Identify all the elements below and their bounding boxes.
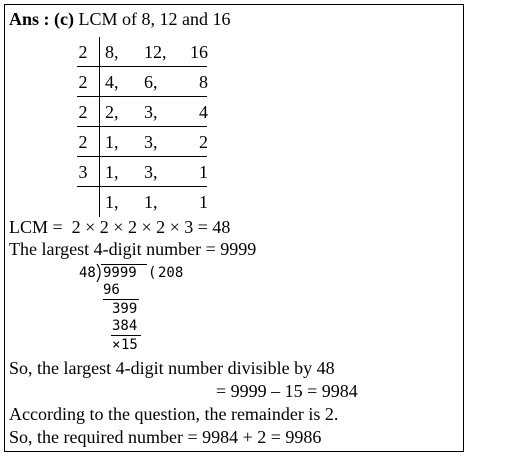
ladder-cell: 16	[190, 42, 208, 62]
ladder-cell: 8,	[105, 42, 119, 62]
ladder-cell: 3,	[144, 162, 158, 182]
ladder-cell: 1	[199, 192, 208, 212]
divisible-line: So, the largest 4-digit number divisible by 48	[9, 358, 335, 378]
heading	[9, 8, 231, 30]
ladder-cell: 3,	[144, 102, 158, 122]
ladder-cell: 2	[199, 132, 208, 152]
lcm-result-line: LCM = 2 × 2 × 2 × 2 × 3 = 48	[9, 217, 231, 237]
remainder-statement-line: According to the question, the remainder is 2.	[9, 404, 339, 424]
ladder-cell: 1,	[144, 192, 158, 212]
ladder-cell: 4,	[105, 72, 119, 92]
final-answer-line: So, the required number = 9984 + 2 = 9986	[9, 427, 322, 447]
division-remainder: 15	[121, 337, 138, 353]
heading-text: LCM of 8, 12 and 16	[78, 9, 231, 29]
answer-label: Ans : (c)	[9, 9, 74, 29]
ladder-divisor: 2	[78, 132, 88, 152]
ladder-cell: 12,	[144, 42, 167, 62]
ladder-cell: 3,	[144, 132, 158, 152]
ladder-cell: 4	[199, 102, 208, 122]
ladder-row	[72, 187, 207, 217]
division-rule	[103, 299, 139, 300]
ladder-row	[72, 97, 207, 127]
division-divisor: 48	[79, 265, 96, 281]
subtraction-result-line: = 9999 – 15 = 9984	[216, 381, 358, 401]
ladder-cell: 1,	[105, 132, 119, 152]
division-quotient: 208	[158, 265, 184, 281]
ladder-divisor: 3	[78, 162, 88, 182]
largest-number-line: The largest 4-digit number = 9999	[9, 239, 257, 259]
ladder-row	[72, 37, 207, 67]
division-step-1: 96	[103, 282, 120, 298]
ladder-row	[72, 67, 207, 97]
ladder-cell: 1,	[105, 162, 119, 182]
ladder-row	[72, 127, 207, 157]
ladder-cell: 1	[199, 162, 208, 182]
ladder-cell: 6,	[144, 72, 158, 92]
division-step-2: 399	[112, 301, 138, 317]
ladder-divisor: 2	[78, 72, 88, 92]
ladder-cell: 2,	[105, 102, 119, 122]
ladder-cell: 8	[199, 72, 208, 92]
division-open-paren: (	[148, 265, 157, 281]
ladder-cell: 1,	[105, 192, 119, 212]
division-step-3: 384	[112, 318, 138, 334]
division-dividend: 9999	[103, 265, 137, 281]
ladder-divisor: 2	[78, 102, 88, 122]
ladder-divisor: 2	[78, 42, 88, 62]
division-remainder-mark: ×	[112, 337, 121, 353]
division-rule	[111, 335, 141, 336]
ladder-row	[72, 157, 207, 187]
